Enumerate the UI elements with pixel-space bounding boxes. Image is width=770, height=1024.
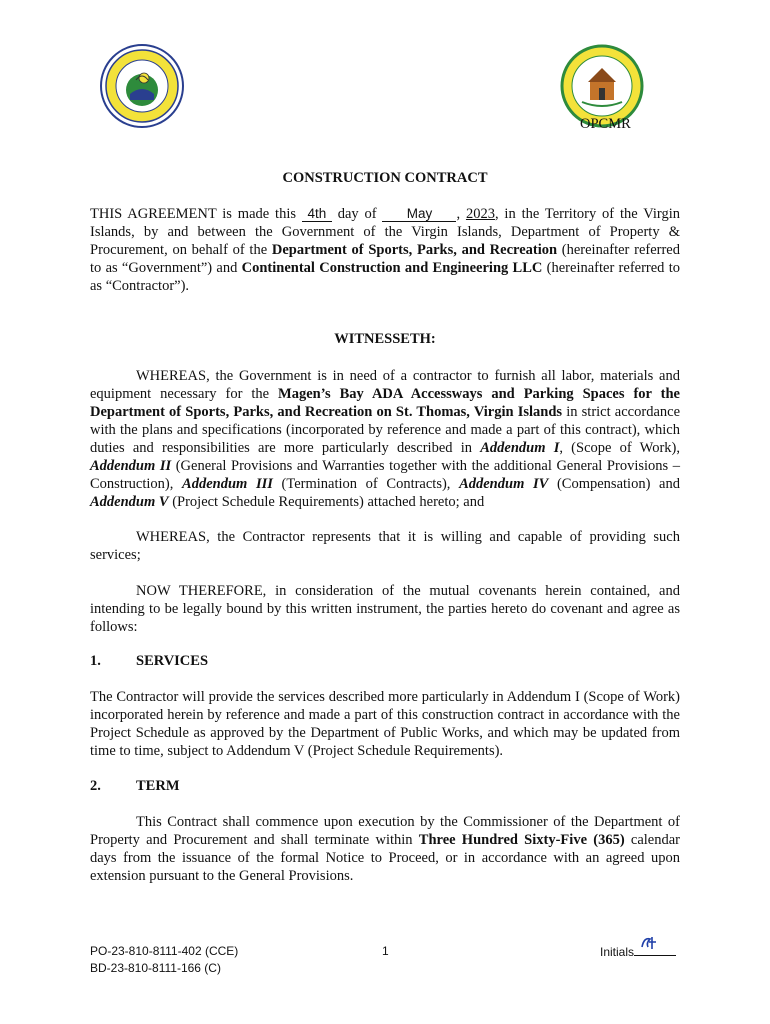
section-1-text: The Contractor will provide the services described more particularly in Addendum I (Scope of Work) incorporated herein by reference and made a part of this construction contract in accordance with the Project Schedule as approved by the Department of Public Works, and which may be updated from time to time, subject to Addendum V (Project Schedule Requirements). [90,689,680,759]
whereas-paragraph-1: WHEREAS, the Government is in need of a contractor to furnish all labor, materials and equipment necessary for the Magen’s Bay ADA Accessways and Parking Spaces for the Department of Sports, Parks, and Recreation on St. Thomas, Virgin Islands in strict accordance with the plans and specifications (incorporated by reference and made a part of this contract), which duties and responsibilities are more particularly described in Addendum I, (Scope of Work), Addendum II (General Provisions and Warranties together with the additional General Provisions – Construction), Addendum III (Termination of Contracts), Addendum IV (Compensation) and Addendum V (Project Schedule Requirements) attached hereto; and [90,368,680,510]
section-1-heading: 1. SERVICES [90,653,209,669]
term-days: Three Hundred Sixty-Five (365) [418,832,625,848]
initials-field[interactable] [634,943,676,956]
now-therefore-paragraph: NOW THEREFORE, in consideration of the mutual covenants herein contained, and intending to be legally bound by this written instrument, the parties hereto do covenant and agree as follows: [90,583,680,635]
contractor-name: Continental Construction and Engineering LLC [241,260,543,276]
initials-block [600,943,676,961]
footer-reference-numbers [90,943,238,977]
agreement-paragraph: THIS AGREEMENT is made this 4th day of May , 2023, in the Territory of the Virgin Islands, by and between the Government of the Virgin Islands, Department of Property & Procurement, on behalf of the Department of Sports, Parks, and Recreation (hereinafter referred to as “Government”) and Continental Construction and Engineering LLC (hereinafter referred to as “Contractor”). [90,206,681,294]
government-seal-left [100,44,184,128]
bd-number: BD-23-810-8111-166 (C) [90,961,221,975]
contract-title: CONSTRUCTION CONTRACT [282,170,488,186]
project-name: Magen’s Bay ADA Accessways and Parking Spaces for the Department of Sports, Parks, and Recreation on St. Thomas, Virgin Islands [90,386,680,420]
initials-signature-icon [634,933,664,953]
month-field[interactable]: May [382,206,456,222]
document-code: OPCMR [580,116,631,132]
whereas-paragraph-2: WHEREAS, the Contractor represents that it is willing and capable of providing such services; [90,529,680,563]
section-2-text: This Contract shall commence upon execution by the Commissioner of the Department of Property and Procurement and shall terminate within Three Hundred Sixty-Five (365) calendar days from the issuance of the formal Notice to Proceed, or in accordance with an agreed upon extension pursuant to the General Provisions. [90,814,680,884]
initials-label: Initials [600,945,635,959]
po-number: PO-23-810-8111-402 (CCE) [90,944,239,958]
department-name: Department of Sports, Parks, and Recreation [271,242,558,258]
agreement-year: 2023 [465,206,495,222]
day-field[interactable]: 4th [302,206,332,222]
page-number: 1 [382,944,389,958]
witnesseth-heading: WITNESSETH: [334,331,436,347]
section-2-heading: 2. TERM [90,778,180,794]
